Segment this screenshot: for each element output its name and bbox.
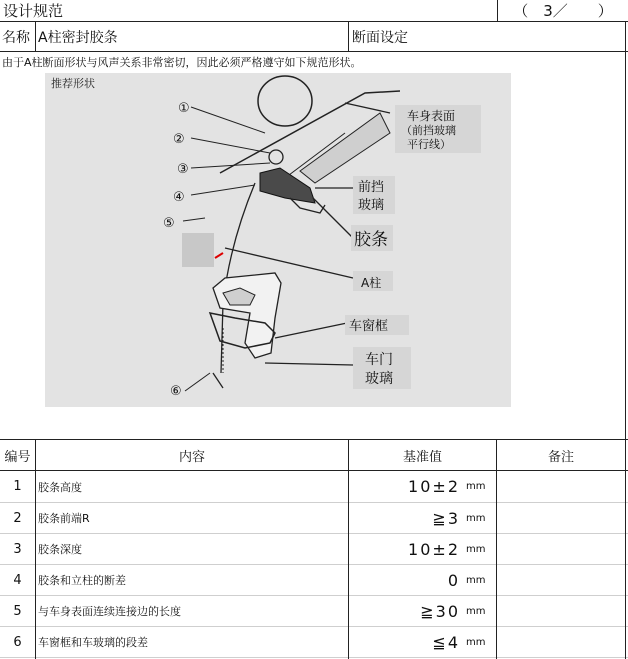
row-3-unit: mm xyxy=(466,543,486,555)
page-title: 设计规范 xyxy=(3,1,64,20)
row-1-content: 胶条高度 xyxy=(38,480,82,494)
divider xyxy=(0,51,628,52)
divider xyxy=(0,502,628,503)
row-3-content: 胶条深度 xyxy=(38,543,82,556)
divider xyxy=(348,439,349,659)
marker-3: ③ xyxy=(177,162,189,177)
divider xyxy=(348,21,349,51)
row-2-unit: mm xyxy=(466,512,486,524)
row-5-no: 5 xyxy=(13,603,22,619)
header-remark: 备注 xyxy=(547,449,574,465)
divider xyxy=(0,470,628,471)
divider xyxy=(0,21,628,22)
marker-4: ④ xyxy=(173,190,185,205)
marker-2: ② xyxy=(173,132,185,147)
row-5-value: ≧30 xyxy=(420,601,460,621)
divider xyxy=(625,439,626,659)
label-windshield-1: 前挡 xyxy=(358,180,385,195)
marker-5: ⑤ xyxy=(163,216,175,231)
row-5-content: 与车身表面连续连接边的长度 xyxy=(38,605,181,618)
page-number: （ 3／ ） xyxy=(513,1,613,20)
divider xyxy=(497,0,498,21)
row-5-unit: mm xyxy=(466,605,486,617)
marker-6: ⑥ xyxy=(170,384,182,399)
row-6-value: ≦4 xyxy=(432,632,460,652)
marker-1: ① xyxy=(178,101,190,116)
divider xyxy=(625,21,626,439)
divider xyxy=(35,439,36,659)
cross-section-drawing xyxy=(45,73,511,407)
name-value: A柱密封胶条 xyxy=(38,30,118,46)
label-body-surface-1: 车身表面 xyxy=(407,109,456,123)
divider xyxy=(0,657,628,658)
row-6-no: 6 xyxy=(13,634,22,650)
row-6-unit: mm xyxy=(466,636,486,648)
label-door-glass-2: 玻璃 xyxy=(365,371,393,387)
cross-section-diagram xyxy=(45,73,511,407)
label-strip: 胶条 xyxy=(354,230,388,250)
name-label: 名称 xyxy=(2,30,30,46)
row-1-unit: mm xyxy=(466,481,486,492)
row-1-value: 10±2 xyxy=(408,477,460,496)
row-1-no: 1 xyxy=(13,479,22,494)
row-6-content: 车窗框和车玻璃的段差 xyxy=(38,636,148,649)
row-4-value: 0 xyxy=(447,570,460,590)
label-windshield-2: 玻璃 xyxy=(358,198,385,213)
label-pillar: A柱 xyxy=(361,276,382,290)
label-door-glass-1: 车门 xyxy=(365,352,393,368)
diagram-caption: 推荐形状 xyxy=(51,77,95,90)
label-window-frame: 车窗框 xyxy=(349,319,389,334)
row-4-unit: mm xyxy=(466,574,486,586)
row-4-no: 4 xyxy=(13,572,22,588)
row-3-no: 3 xyxy=(13,541,22,557)
divider xyxy=(496,439,497,659)
section-label: 断面设定 xyxy=(352,30,408,46)
header-content: 内容 xyxy=(178,449,205,465)
label-body-surface-3: 平行线） xyxy=(407,138,451,151)
row-2-value: ≧3 xyxy=(432,508,460,528)
intro-text: 由于A柱断面形状与风声关系非常密切，因此必须严格遵守如下规范形状。 xyxy=(2,56,362,69)
divider xyxy=(35,21,36,51)
row-2-content: 胶条前端R xyxy=(38,512,90,525)
row-4-content: 胶条和立柱的断差 xyxy=(38,574,126,587)
header-standard: 基准值 xyxy=(402,449,442,465)
row-3-value: 10±2 xyxy=(408,539,460,559)
row-2-no: 2 xyxy=(13,510,22,526)
header-no: 编号 xyxy=(4,449,31,465)
divider xyxy=(0,533,628,534)
label-body-surface-2: （前挡玻璃 xyxy=(401,124,456,137)
